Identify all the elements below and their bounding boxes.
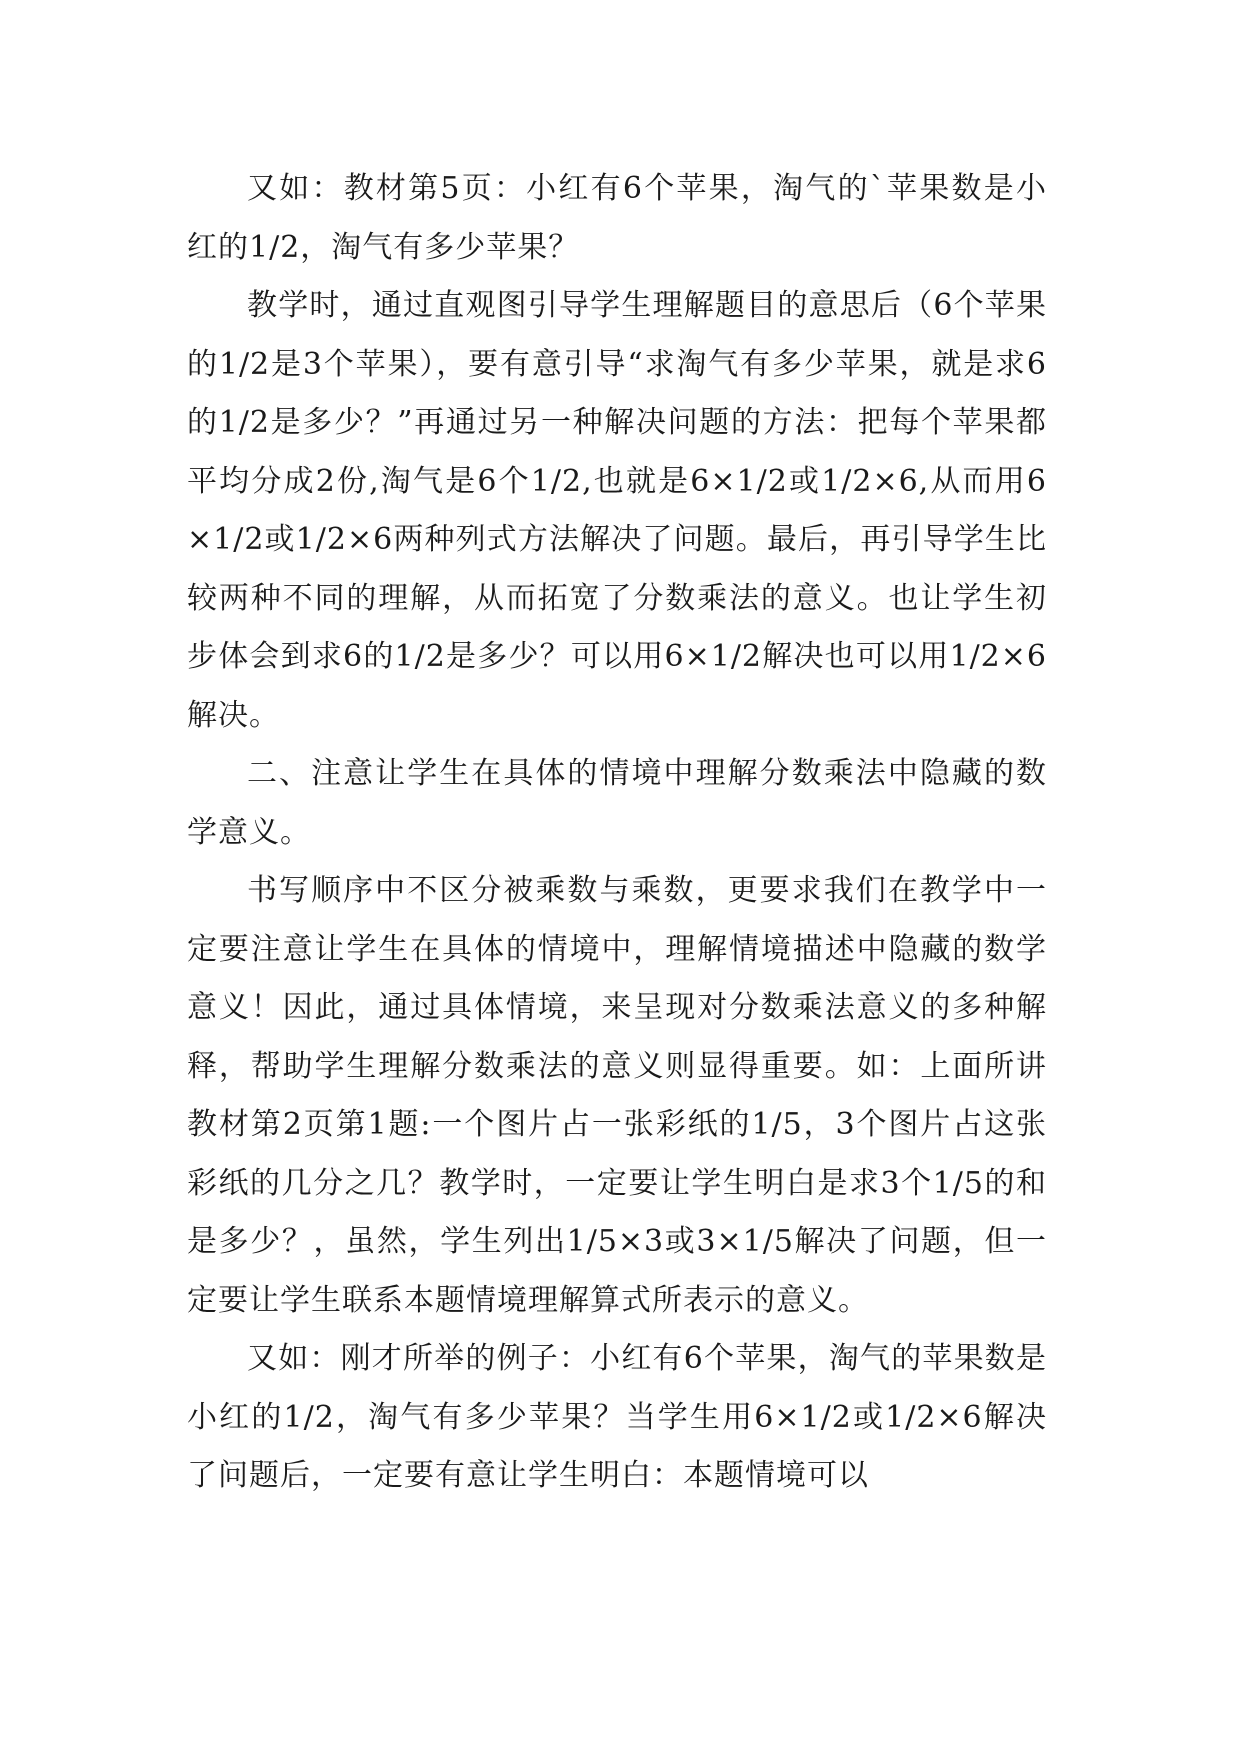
paragraph-example-apples: 又如：教材第5页：小红有6个苹果，淘气的`苹果数是小红的1/2，淘气有多少苹果？ (187, 171, 1047, 265)
paragraph-example-revisited: 又如：刚才所举的例子：小红有6个苹果，淘气的苹果数是小红的1/2，淘气有多少苹果？当学生用6×1/2或1/2×6解决了问题后，一定要有意让学生明白：本题情境可以 (187, 1341, 1047, 1493)
paragraph-writing-order: 书写顺序中不区分被乘数与乘数，更要求我们在教学中一定要注意让学生在具体的情境中，理解情境描述中隐藏的数学意义！因此，通过具体情境，来呈现对分数乘法意义的多种解释，帮助学生理解分数乘法的意义则显得重要。如：上面所讲教材第2页第1题:一个图片占一张彩纸的1/5，3个图片占这张彩纸的几分之几？教学时，一定要让学生明白是求3个1/5的和是多少？，虽然，学生列出1/5×3或3×1/5解决了问题，但一定要让学生联系本题情境理解算式所表示的意义。 (187, 873, 1047, 1318)
paragraph-teaching-method: 教学时，通过直观图引导学生理解题目的意思后（6个苹果的1/2是3个苹果），要有意引导“求淘气有多少苹果，就是求6的1/2是多少？”再通过另一种解决问题的方法：把每个苹果都平均分成2份,淘气是6个1/2,也就是6×1/2或1/2×6,从而用6×1/2或1/2×6两种列式方法解决了问题。最后，再引导学生比较两种不同的理解，从而拓宽了分数乘法的意义。也让学生初步体会到求6的1/2是多少？可以用6×1/2解决也可以用1/2×6解决。 (187, 288, 1047, 733)
document-body (187, 160, 1047, 1506)
paragraph-section-two-heading: 二、注意让学生在具体的情境中理解分数乘法中隐藏的数学意义。 (187, 756, 1047, 850)
